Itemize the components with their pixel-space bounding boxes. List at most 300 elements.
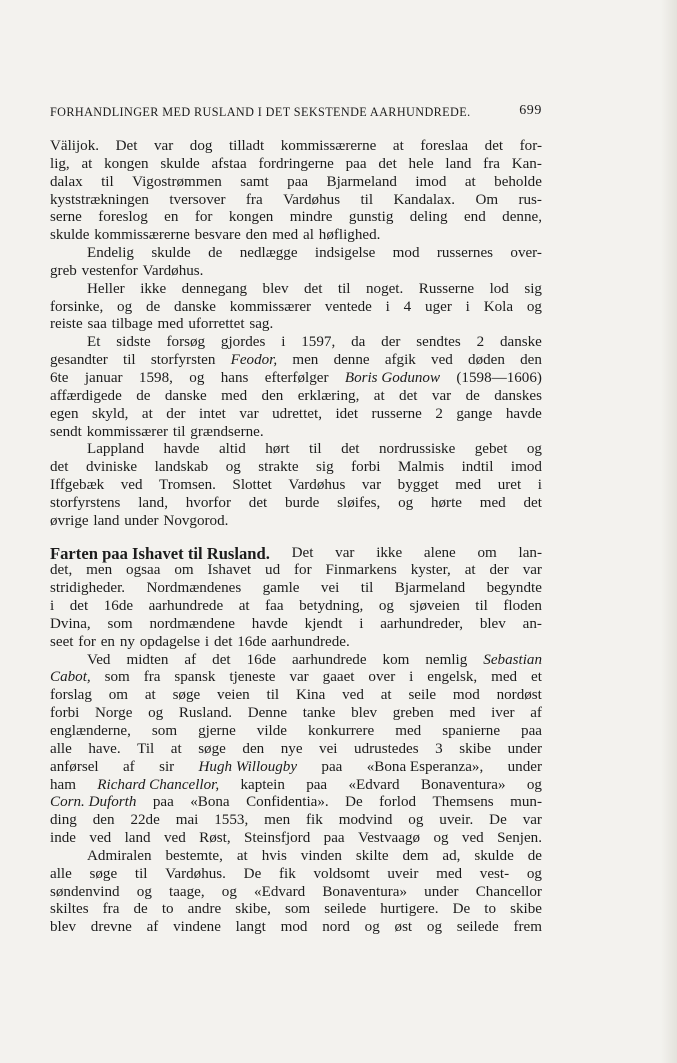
text-line	[50, 209, 542, 227]
text-line	[50, 616, 542, 634]
word: forlod	[379, 794, 417, 811]
word: 1553,	[214, 812, 249, 829]
word: paa	[321, 758, 343, 775]
word: og	[225, 459, 241, 476]
word: af	[530, 705, 542, 722]
word: det	[50, 459, 69, 476]
word: sendtes	[416, 334, 461, 351]
word: Russerne	[418, 280, 475, 297]
word: nemlig	[425, 651, 468, 668]
word: Senjen.	[497, 830, 542, 847]
word: var	[522, 562, 542, 579]
word: skibe	[510, 901, 542, 918]
word: storfyrsten	[150, 352, 216, 369]
word: Røst,	[199, 830, 231, 847]
word: 1598,	[138, 369, 173, 386]
running-title: FORHANDLINGER MED RUSLAND I DET SEKSTENDE AARHUNDREDE.	[50, 105, 471, 119]
word: lan-	[518, 544, 542, 561]
word: de	[208, 245, 223, 262]
text-line	[50, 794, 542, 812]
word: at	[464, 562, 476, 579]
word: den	[245, 227, 268, 244]
word: uret	[497, 477, 522, 494]
word: ogsaa	[126, 562, 161, 579]
word: saa	[87, 316, 107, 333]
word: paa	[306, 776, 328, 793]
word: englænderne,	[50, 723, 131, 739]
word: Dvina,	[50, 615, 91, 632]
word: seile	[408, 687, 437, 704]
word: kongen	[228, 209, 274, 226]
word: det	[378, 155, 397, 172]
word: hvis	[261, 847, 287, 864]
word: Endelig	[87, 245, 134, 262]
word: Bonaventura»	[322, 883, 408, 900]
word: spanierne	[442, 723, 501, 739]
word: og	[526, 298, 542, 315]
word: januar	[84, 369, 123, 386]
word: floden	[503, 598, 542, 615]
text-line	[50, 174, 542, 192]
word: Kan-	[511, 155, 542, 172]
word: gjerne	[198, 723, 236, 739]
word: to	[161, 901, 174, 918]
word: danske	[174, 298, 216, 315]
word: en	[100, 633, 115, 650]
word: tilladt	[228, 138, 265, 154]
word: De	[452, 901, 471, 918]
word: var	[153, 138, 174, 154]
word: fik	[278, 865, 296, 882]
word: ud	[265, 562, 281, 579]
text-line	[50, 424, 542, 442]
word: faa	[265, 598, 284, 615]
word: lig,	[50, 155, 70, 172]
word: det,	[50, 562, 73, 579]
word: Vigostrømmen	[132, 173, 222, 190]
word: Chancellor	[475, 883, 542, 900]
word: gamle	[262, 580, 300, 597]
word: kyststrækningen	[50, 191, 149, 208]
word: dviniske	[85, 459, 138, 476]
word: med	[491, 669, 518, 686]
word: det	[69, 598, 89, 615]
word: var	[289, 669, 309, 686]
word: sir	[159, 758, 175, 775]
word: høflighed.	[318, 227, 381, 244]
word: sendt	[50, 423, 82, 440]
word: mod	[392, 245, 420, 262]
word: forbi	[50, 705, 80, 722]
text-line	[50, 406, 542, 424]
text-line	[50, 334, 542, 352]
word: uveir.	[439, 812, 474, 829]
word: til	[360, 191, 374, 208]
word: altid	[218, 441, 246, 458]
text-line	[50, 459, 542, 477]
word: skibe	[459, 740, 492, 757]
word: med	[455, 477, 482, 494]
word: kommissærer	[229, 298, 312, 315]
word: land	[445, 155, 472, 172]
word: som	[104, 669, 130, 686]
word: nordøst	[496, 687, 542, 704]
word: og	[378, 598, 394, 615]
word: i	[281, 334, 286, 351]
word: skulde	[160, 155, 200, 172]
word: forbi	[351, 459, 381, 476]
word: og	[189, 369, 205, 386]
word: at	[373, 387, 385, 404]
word: De	[243, 865, 262, 882]
text-line	[50, 513, 542, 531]
word: nord	[322, 919, 350, 936]
word: det	[303, 280, 323, 297]
word: paa	[287, 173, 309, 190]
word: skiltes	[50, 901, 89, 918]
word: seilede	[456, 919, 499, 936]
word: De	[345, 794, 363, 811]
word: forsøg	[166, 334, 206, 351]
word: og	[148, 705, 164, 722]
text-line	[50, 352, 542, 370]
word: 16de	[246, 651, 276, 668]
word: søndenvind	[50, 883, 120, 900]
word: greben	[392, 705, 434, 722]
word: men	[292, 352, 319, 369]
word: dog	[189, 138, 213, 154]
word: der	[381, 334, 401, 351]
section-arctic-voyage	[50, 545, 542, 938]
word: Finmarkens	[325, 562, 397, 579]
word: nedlægge	[239, 245, 298, 262]
word: vestenfor	[81, 262, 138, 279]
word: skyld,	[91, 405, 129, 422]
word: ved	[120, 477, 143, 494]
word: afstaa	[211, 155, 247, 172]
word: 2	[435, 405, 443, 422]
word: sidste	[116, 334, 151, 351]
word: deling	[409, 209, 448, 226]
word: til	[101, 173, 114, 190]
word: iver	[491, 705, 515, 722]
word: de	[133, 901, 148, 918]
word: af	[122, 758, 135, 775]
word: at	[392, 138, 404, 154]
text-line	[50, 316, 542, 334]
word: blev	[351, 705, 378, 722]
word: anførsel	[50, 758, 99, 775]
word: betydning,	[299, 598, 364, 615]
word: frem	[513, 919, 542, 936]
word: Välijok.	[50, 138, 100, 154]
word: at	[236, 847, 248, 864]
word: at	[141, 405, 153, 422]
word: strakte	[258, 459, 299, 476]
word: paa	[521, 723, 542, 739]
word: Bjarmeland	[326, 173, 397, 190]
word: i	[359, 615, 364, 632]
word: søge	[172, 687, 201, 704]
word: kom	[382, 651, 410, 668]
page-body	[50, 138, 542, 937]
word: foreslog	[98, 209, 148, 226]
word: gunstig	[348, 209, 394, 226]
text-line	[50, 299, 542, 317]
word: alle	[50, 865, 72, 882]
word: med	[436, 865, 463, 882]
word: paa	[152, 794, 174, 811]
word: tjeneste	[229, 669, 276, 686]
word: uveir	[387, 865, 419, 882]
word: gesandter	[50, 352, 108, 369]
word: Richard Chancellor,	[97, 776, 220, 793]
word: ved	[461, 830, 484, 847]
word: 3	[435, 740, 443, 757]
word: var	[239, 405, 259, 422]
word: skilte	[355, 847, 389, 864]
word: under	[507, 740, 542, 757]
word: indtil	[461, 459, 494, 476]
word: og	[117, 298, 133, 315]
section-gap	[50, 531, 542, 545]
word: aarhundrede	[148, 598, 224, 615]
word: fra	[483, 155, 500, 172]
word: havde	[505, 405, 542, 422]
word: De	[489, 812, 507, 829]
word: under	[507, 758, 542, 775]
word: land	[124, 830, 151, 847]
word: alle	[50, 740, 72, 757]
word: begyndte	[486, 580, 542, 597]
word: 1597,	[301, 334, 336, 351]
word: fra	[245, 191, 263, 208]
word: skibe,	[235, 901, 271, 918]
word: beholde	[494, 173, 542, 190]
word: Denne	[247, 705, 288, 722]
word: og	[221, 883, 237, 900]
page-number: 699	[519, 103, 542, 118]
word: sig	[524, 280, 542, 297]
word: fik	[306, 812, 323, 829]
word: 4	[403, 298, 412, 315]
word: blev	[479, 615, 506, 632]
word: i	[204, 633, 210, 650]
word: med	[449, 705, 476, 722]
word: nordrussiske	[378, 441, 456, 458]
word: Vardøhus.	[165, 865, 226, 882]
word: denne,	[502, 209, 542, 226]
word: og	[408, 812, 424, 829]
word: afgik	[384, 352, 416, 369]
word: til	[337, 280, 351, 297]
word: der	[489, 562, 509, 579]
word: Det	[115, 138, 138, 154]
word: alene	[423, 544, 456, 561]
word: Admiralen	[87, 847, 152, 864]
text-line	[50, 830, 542, 848]
word: stridigheder.	[50, 580, 126, 597]
word: grændserne.	[190, 423, 264, 440]
word: fra	[143, 669, 161, 686]
word: gaaet	[322, 669, 355, 686]
word: med	[221, 387, 248, 404]
word: men	[264, 812, 291, 829]
word: der	[166, 405, 186, 422]
word: ved	[342, 687, 364, 704]
word: mindre	[289, 209, 333, 226]
word: Om	[475, 191, 499, 208]
word: at	[81, 155, 93, 172]
word: ved	[431, 352, 453, 369]
word: som	[151, 723, 178, 739]
word: uger	[425, 298, 452, 315]
word: blev	[50, 919, 76, 936]
word: mod	[452, 687, 480, 704]
word: den	[261, 387, 284, 404]
word: det	[523, 494, 542, 511]
word: Corn. Duforth	[50, 794, 137, 811]
word: foreslaa	[420, 138, 469, 154]
text-line	[50, 759, 542, 777]
word: ny	[119, 633, 135, 650]
word: uforrettet	[188, 316, 245, 333]
word: taage,	[169, 883, 205, 900]
word: burde	[285, 494, 320, 511]
word: skulde	[50, 227, 90, 244]
word: aarhundreder,	[380, 615, 463, 632]
word: drevne	[90, 919, 132, 936]
word: til	[172, 423, 186, 440]
word: Hugh Willougby	[198, 758, 298, 775]
text-line	[50, 281, 542, 299]
word: med	[479, 494, 506, 511]
word: noget.	[365, 280, 404, 297]
word: dalax	[50, 173, 83, 190]
word: at	[144, 687, 156, 704]
word: aarhundrede	[291, 651, 367, 668]
word: kaptein	[240, 776, 285, 793]
word: vindene	[173, 919, 221, 936]
word: 16de	[237, 633, 267, 650]
text-line	[50, 848, 542, 866]
word: sig	[316, 459, 334, 476]
word: i	[465, 298, 470, 315]
text-line	[50, 192, 542, 210]
word: Kina	[295, 687, 326, 704]
word: russernes	[436, 245, 494, 262]
text-line	[50, 741, 542, 759]
word: Themsens	[432, 794, 494, 811]
word: over-	[510, 245, 542, 262]
word: mun-	[510, 794, 542, 811]
word: for	[78, 633, 96, 650]
word: gange	[456, 405, 493, 422]
word: for-	[519, 138, 542, 154]
word: Steinsfjord	[244, 830, 311, 847]
word: Det	[291, 544, 314, 561]
word: tilbage	[111, 316, 153, 333]
word: som	[107, 615, 133, 632]
word: hvorfor	[185, 494, 232, 511]
word: med	[157, 316, 184, 333]
word: og	[526, 441, 542, 458]
word: «Edvard	[254, 883, 306, 900]
word: blev	[262, 280, 289, 297]
word: Kola	[483, 298, 514, 315]
word: det	[212, 651, 231, 668]
word: erklæring,	[297, 387, 360, 404]
word: 2	[476, 334, 485, 351]
word: døden	[468, 352, 505, 369]
word: Ishavet	[207, 562, 252, 579]
word: tversover	[169, 191, 226, 208]
word: til	[360, 580, 374, 597]
word: land,	[138, 494, 168, 511]
word: sag.	[249, 316, 274, 333]
word: Bjarmeland	[394, 580, 466, 597]
word: under	[424, 883, 459, 900]
text-line	[50, 598, 542, 616]
word: det	[399, 387, 418, 404]
word: Vardøhus.	[142, 262, 204, 279]
word: hele	[408, 155, 434, 172]
word: de	[145, 298, 161, 315]
word: danskes	[494, 387, 542, 404]
word: opdagelse	[139, 633, 201, 650]
word: Kandalax.	[393, 191, 456, 208]
word: besvare	[194, 227, 241, 244]
word: udrustedes	[354, 740, 419, 757]
word: langt	[235, 919, 266, 936]
word: reiste	[50, 316, 83, 333]
text-line	[50, 919, 542, 937]
word: Heller	[87, 280, 125, 297]
word: sløifes,	[337, 494, 381, 511]
word: Sebastian	[483, 651, 542, 668]
text-line	[50, 652, 542, 670]
word: mod	[280, 919, 308, 936]
word: at	[380, 687, 392, 704]
word: det	[341, 441, 360, 458]
word: øvrige	[50, 512, 89, 529]
word: og	[526, 865, 542, 882]
word: 6te	[50, 369, 69, 386]
word: dennegang	[181, 280, 248, 297]
word: nordmændene	[149, 615, 235, 632]
word: ad,	[442, 847, 461, 864]
word: to	[484, 901, 496, 918]
text-line	[50, 669, 542, 687]
word: inde	[50, 830, 76, 847]
word: ding	[50, 812, 77, 829]
word: Ved	[87, 651, 111, 668]
word: det	[484, 138, 504, 154]
word: det	[248, 494, 268, 511]
word: ventede	[324, 298, 372, 315]
text-line	[50, 138, 542, 156]
word: kongen	[104, 155, 149, 172]
word: Norge	[94, 705, 133, 722]
text-line	[50, 866, 542, 884]
word: land	[93, 512, 120, 529]
word: øst	[394, 919, 413, 936]
word: end	[463, 209, 486, 226]
word: af	[146, 919, 159, 936]
word: idet	[335, 405, 359, 422]
word: affærdigede	[50, 387, 122, 404]
text-line	[50, 562, 542, 580]
